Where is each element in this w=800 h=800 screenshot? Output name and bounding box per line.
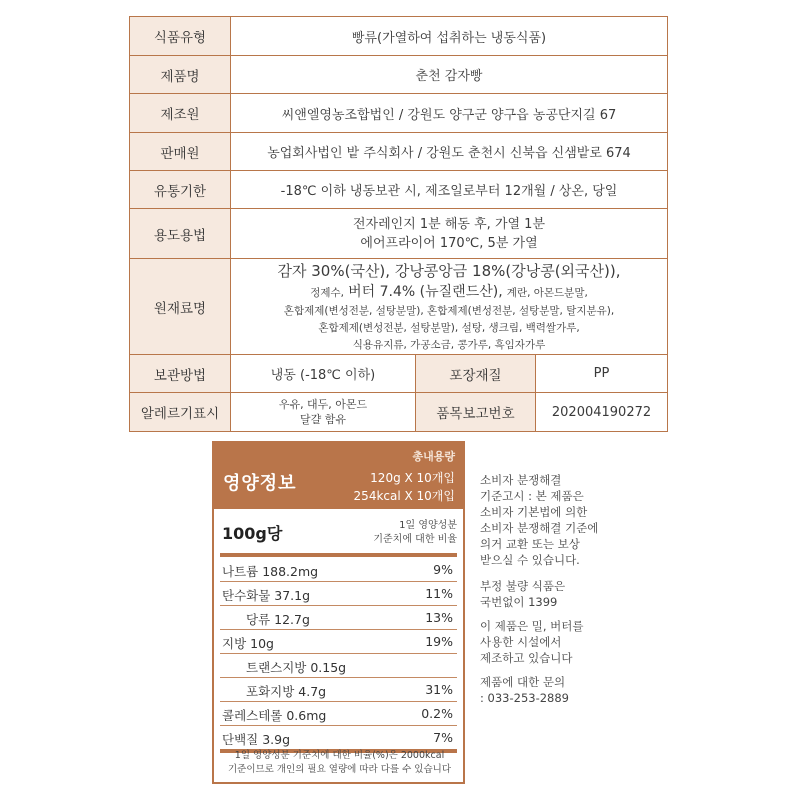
- nutrition-footnote: [222, 749, 457, 777]
- nutrient-name: 콜레스테롤 0.6mg: [222, 708, 327, 723]
- shelf-life-value: -18℃ 이하 냉동보관 시, 제조일로부터 12개월 / 상온, 당일: [231, 171, 668, 209]
- nutrient-row: [220, 701, 457, 726]
- nutrient-row: [220, 677, 457, 702]
- usage-line-2: 에어프라이어 170℃, 5분 가열: [360, 235, 538, 251]
- row-storage: [130, 355, 668, 393]
- note-line: 이 제품은 밀, 버터를: [480, 619, 584, 633]
- nutrient-percent: 0.2%: [421, 706, 453, 721]
- ingredients-value: [231, 259, 668, 355]
- manufacturer-label: 제조원: [130, 94, 231, 133]
- allergen-facility-note: [480, 618, 584, 666]
- usage-label: 용도용법: [130, 209, 231, 259]
- note-line: 국번없이 1399: [480, 595, 558, 609]
- seller-label: 판매원: [130, 133, 231, 171]
- ingredients-water: 정제수,: [310, 286, 344, 299]
- note-line: 의거 교환 또는 보상: [480, 537, 580, 551]
- food-type-label: 식품유형: [130, 17, 231, 56]
- food-type-value: 빵류(가열하여 섭취하는 냉동식품): [231, 17, 668, 56]
- nutrient-name: 당류 12.7g: [246, 612, 310, 627]
- storage-value: 냉동 (-18℃ 이하): [231, 355, 416, 393]
- contact-phone: : 033-253-2889: [480, 691, 569, 705]
- row-product-name: [130, 56, 668, 94]
- nutrient-percent: 13%: [425, 610, 453, 625]
- note-line: 소비자 분쟁해결: [480, 473, 562, 487]
- note-line: 소비자 분쟁해결 기준에: [480, 521, 599, 535]
- nutrition-header: [214, 443, 463, 509]
- packaging-label: 포장재질: [416, 355, 536, 393]
- nutrient-row: [220, 581, 457, 606]
- row-food-type: [130, 17, 668, 56]
- nutrient-row: [220, 653, 457, 678]
- product-name-value: 춘천 감자빵: [231, 56, 668, 94]
- note-line: 제조하고 있습니다: [480, 651, 573, 665]
- note-line: 부정 불량 식품은: [480, 579, 566, 593]
- nutrient-percent: 11%: [425, 586, 453, 601]
- packaging-value: PP: [536, 355, 668, 393]
- allergy-line-2: 달걀 함유: [299, 413, 346, 426]
- usage-value: [231, 209, 668, 259]
- ingredients-label: 원재료명: [130, 259, 231, 355]
- note-line: 받으실 수 있습니다.: [480, 553, 580, 567]
- row-allergy: [130, 393, 668, 432]
- ingredients-line-3: 혼합제제(변성전분, 설탕분말), 혼합제제(변성전분, 설탕분말, 탈지분유),: [283, 304, 615, 317]
- row-shelf-life: [130, 171, 668, 209]
- note-line: 소비자 기본법에 의한: [480, 505, 588, 519]
- ingredients-line-2: [235, 282, 663, 303]
- ingredients-line-1: 감자 30%(국산), 강낭콩앙금 18%(강낭콩(외국산)),: [277, 261, 621, 280]
- storage-label: 보관방법: [130, 355, 231, 393]
- nutrition-facts-box: [212, 441, 465, 784]
- nutrient-name: 탄수화물 37.1g: [222, 588, 311, 603]
- product-info-table: [129, 16, 668, 432]
- daily-value-note-line-2: 기준치에 대한 비율: [373, 534, 457, 545]
- nutrient-name: 단백질 3.9g: [222, 732, 291, 747]
- shelf-life-label: 유통기한: [130, 171, 231, 209]
- daily-value-note-line-1: 1일 영양성분: [399, 520, 457, 531]
- footnote-line-1: 1일 영양성분 기준치에 대한 비율(%)은 2000kcal: [234, 750, 445, 761]
- note-line: 기준고시 : 본 제품은: [480, 489, 584, 503]
- usage-line-1: 전자레인지 1분 해동 후, 가열 1분: [352, 216, 546, 232]
- row-seller: [130, 133, 668, 171]
- nutrient-name: 포화지방 4.7g: [246, 684, 327, 699]
- row-ingredients: [130, 259, 668, 355]
- note-line: 사용한 시설에서: [480, 635, 562, 649]
- note-line: 제품에 대한 문의: [480, 675, 566, 689]
- report-no-label: 품목보고번호: [416, 393, 536, 432]
- ingredients-butter: 버터 7.4% (뉴질랜드산),: [348, 283, 503, 300]
- nutrient-row: [220, 629, 457, 654]
- nutrient-percent: 7%: [433, 730, 453, 745]
- report-no-value: 202004190272: [536, 393, 668, 432]
- ingredients-egg-almond: 계란, 아몬드분말,: [506, 286, 588, 299]
- per-serving-row: [220, 515, 457, 557]
- nutrient-row: [220, 605, 457, 630]
- nutrient-name: 지방 10g: [222, 636, 274, 651]
- row-usage: [130, 209, 668, 259]
- product-name-label: 제품명: [130, 56, 231, 94]
- allergy-line-1: 우유, 대두, 아몬드: [278, 398, 368, 411]
- allergy-value: [231, 393, 416, 432]
- seller-value: 농업회사법인 밭 주식회사 / 강원도 춘천시 신북읍 신샘밭로 674: [231, 133, 668, 171]
- nutrient-name: 나트륨 188.2mg: [222, 564, 319, 579]
- nutrient-row: [220, 557, 457, 582]
- total-kcal: 254kcal X 10개입: [353, 489, 455, 503]
- daily-value-note: [373, 519, 457, 547]
- total-weight: 120g X 10개입: [370, 471, 455, 485]
- per-serving-label: 100g당: [222, 524, 283, 543]
- nutrition-title: 영양정보: [223, 473, 297, 494]
- defect-report-note: [480, 578, 565, 610]
- nutrient-percent: 31%: [425, 682, 453, 697]
- consumer-dispute-note: [480, 472, 598, 568]
- total-content-label: 총내용량: [412, 450, 455, 463]
- nutrient-percent: 9%: [433, 562, 453, 577]
- nutrient-percent: 19%: [425, 634, 453, 649]
- contact-note: [480, 674, 569, 706]
- row-manufacturer: [130, 94, 668, 133]
- manufacturer-value: 씨앤엘영농조합법인 / 강원도 양구군 양구읍 농공단지길 67: [231, 94, 668, 133]
- nutrient-name: 트랜스지방 0.15g: [246, 660, 347, 675]
- ingredients-line-4: 혼합제제(변성전분, 설탕분말), 설탕, 생크림, 백력쌀가루,: [318, 321, 580, 334]
- ingredients-line-5: 식용유지류, 가공소금, 콩가루, 흑임자가루: [352, 338, 546, 351]
- allergy-label: 알레르기표시: [130, 393, 231, 432]
- footnote-line-2: 기준이므로 개인의 필요 열량에 따라 다를 수 있습니다: [227, 764, 452, 775]
